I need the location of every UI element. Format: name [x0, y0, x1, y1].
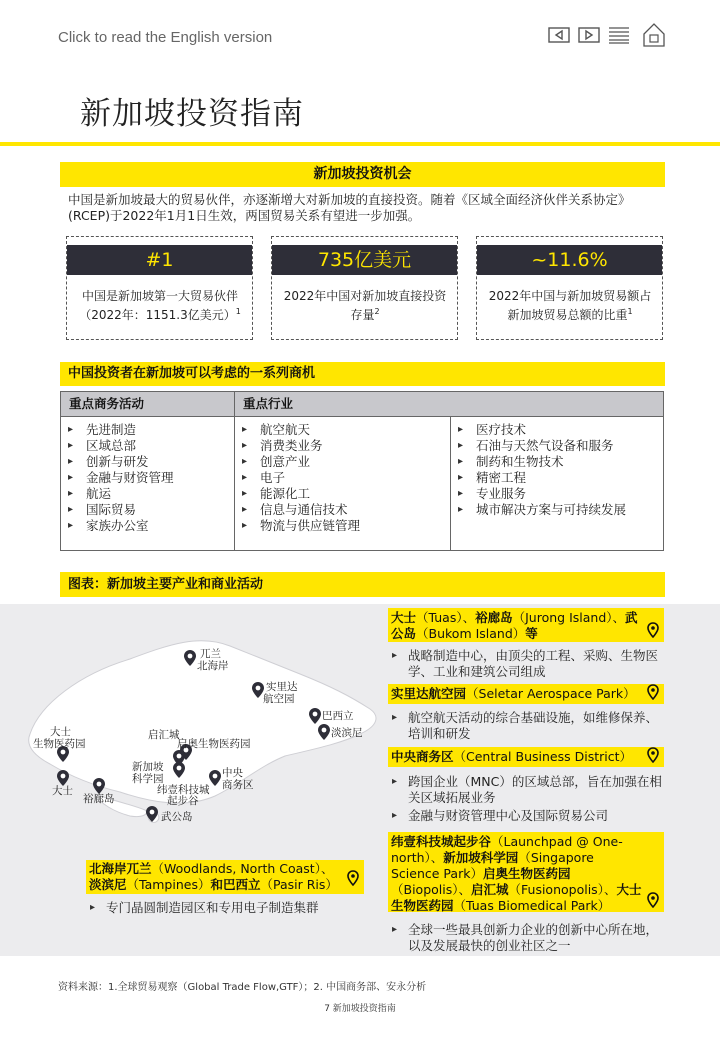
opportunities-table [60, 391, 664, 551]
industries-list-b [451, 416, 663, 550]
intro-text: 中国是新加坡最大的贸易伙伴，亦逐渐增大对新加坡的直接投资。随着《区域全面经济伙伴关系协定》(RCEP)于2022年1月1日生效，两国贸易关系有望进一步加强。 [68, 192, 631, 223]
map-label-launchpad: 纬壹科技城 [157, 784, 210, 796]
map-label-science-park-2: 科学园 [132, 773, 164, 785]
map-label-cbd: 中央 [222, 767, 243, 779]
stat-value: #1 [67, 245, 252, 275]
menu-icon[interactable] [608, 26, 630, 44]
map-label-woodlands: 兀兰 [200, 648, 221, 660]
page-title: 新加坡投资指南 [80, 96, 304, 132]
location-pin-icon [647, 747, 659, 763]
map-heading: 图表：新加坡主要产业和商业活动 [60, 572, 665, 597]
area-callout-north: 北海岸兀兰（Woodlands, North Coast）、淡滨尼（Tampines）和巴西立（Pasir Ris） [86, 860, 364, 894]
map-label-tampines: 淡滨尼 [331, 727, 363, 739]
stat-desc: 中国是新加坡第一大贸易伙伴（2022年：1151.3亿美元）$^1$ [79, 289, 241, 322]
list-item: ▸ 城市解决方案与可持续发展 [451, 502, 663, 518]
stat-value: 735亿美元 [272, 245, 457, 275]
map-label-bukom: 武公岛 [161, 811, 193, 823]
area-bullet: ▸ 跨国企业（MNC）的区域总部，旨在加强在相关区域拓展业务 [388, 774, 664, 806]
english-version-link[interactable]: Click to read the English version [58, 29, 273, 46]
map-label-fusionopolis: 启汇城 [148, 729, 180, 741]
map-label-jurong: 裕廊岛 [83, 793, 115, 805]
stat-value: ~11.6% [477, 245, 662, 275]
stat-card-share [476, 236, 663, 340]
list-item: ▸ 创意产业 [235, 454, 450, 470]
list-item: ▸ 消费类业务 [235, 438, 450, 454]
location-pin-icon [173, 762, 185, 778]
prev-page-icon[interactable] [548, 26, 570, 44]
map-label-tuas-bio: 大士 [50, 726, 71, 738]
area-callout-tuas: 大士（Tuas）、裕廊岛（Jurong Island）、武公岛（Bukom Island）等 [388, 608, 664, 642]
opportunity-heading: 新加坡投资机会 [60, 162, 665, 187]
location-pin-icon [647, 892, 659, 908]
location-pin-icon [347, 870, 359, 886]
list-item: ▸ 物流与供应链管理 [235, 518, 450, 534]
list-item: ▸ 创新与研发 [61, 454, 234, 470]
location-pin-icon [146, 806, 158, 822]
list-item: ▸ 医疗技术 [451, 422, 663, 438]
list-item: ▸ 能源化工 [235, 486, 450, 502]
map-label-tuas: 大士 [52, 785, 73, 797]
stat-card-investment [271, 236, 458, 340]
list-item: ▸ 信息与通信技术 [235, 502, 450, 518]
map-label-launchpad-2: 起步谷 [167, 795, 199, 807]
list-item: ▸ 精密工程 [451, 470, 663, 486]
list-item: ▸ 先进制造 [61, 422, 234, 438]
activities-list [61, 416, 235, 550]
map-label-biomedical-park: 生物医药园 [33, 738, 86, 750]
col-header-industries: 重点行业 [235, 392, 663, 416]
area-callout-cbd: 中央商务区（Central Business District） [388, 747, 664, 767]
area-bullet: ▸ 航空航天活动的综合基础设施，如维修保养、培训和研发 [388, 710, 664, 742]
list-item: ▸ 制药和生物技术 [451, 454, 663, 470]
stat-desc: 2022年中国对新加坡直接投资存量$^2$ [283, 289, 447, 322]
home-icon[interactable] [642, 22, 666, 48]
area-bullet: ▸ 专门晶圆制造园区和专用电子制造集群 [86, 900, 366, 916]
map-label-seletar: 实里达 [266, 681, 298, 693]
page-nav [548, 22, 666, 48]
location-pin-icon [57, 770, 69, 786]
location-pin-icon [647, 622, 659, 638]
next-page-icon[interactable] [578, 26, 600, 44]
area-callout-seletar: 实里达航空园（Seletar Aerospace Park） [388, 684, 664, 704]
list-item: ▸ 金融与财资管理 [61, 470, 234, 486]
location-pin-icon [209, 770, 221, 786]
area-callout-innovation: 纬壹科技城起步谷（Launchpad @ One-north）、新加坡科学园（Singapore Science Park）启奥生物医药园（Biopolis）、启汇城（Fusionopolis）、大士生物医药园（Tuas Biomedical Park） [388, 832, 664, 912]
list-item: ▸ 电子 [235, 470, 450, 486]
area-bullet: ▸ 战略制造中心，由顶尖的工程、采购、生物医学、工业和建筑公司组成 [388, 648, 664, 680]
stat-desc: 2022年中国与新加坡贸易额占新加坡贸易总额的比重$^1$ [488, 289, 652, 322]
list-item: ▸ 家族办公室 [61, 518, 234, 534]
list-item: ▸ 国际贸易 [61, 502, 234, 518]
source-note: 资料来源：1.全球贸易观察（Global Trade Flow,GTF）；2. 中国商务部、安永分析 [58, 982, 427, 993]
page-footer: 7 新加坡投资指南 [324, 1004, 396, 1014]
map-label-pasir-ris: 巴西立 [322, 710, 354, 722]
location-pin-icon [318, 724, 330, 740]
map-label-aero-park: 航空园 [263, 693, 295, 705]
map-label-biopolis: 启奥生物医药园 [177, 738, 251, 750]
map-label-cbd-2: 商务区 [222, 779, 254, 791]
location-pin-icon [184, 650, 196, 666]
industries-list-a [235, 416, 451, 550]
title-divider [0, 142, 720, 146]
location-pin-icon [93, 778, 105, 794]
list-item: ▸ 区域总部 [61, 438, 234, 454]
location-pin-icon [647, 684, 659, 700]
map-label-north-coast: 北海岸 [197, 660, 229, 672]
area-bullet: ▸ 全球一些最具创新力企业的创新中心所在地，以及发展最快的创业社区之一 [388, 922, 664, 954]
opportunities-heading: 中国投资者在新加坡可以考虑的一系列商机 [60, 362, 665, 386]
col-header-activities: 重点商务活动 [61, 392, 235, 416]
map-label-science-park: 新加坡 [132, 761, 164, 773]
list-item: ▸ 石油与天然气设备和服务 [451, 438, 663, 454]
location-pin-icon [309, 708, 321, 724]
list-item: ▸ 航运 [61, 486, 234, 502]
area-bullet: ▸ 金融与财资管理中心及国际贸易公司 [388, 808, 664, 824]
list-item: ▸ 航空航天 [235, 422, 450, 438]
list-item: ▸ 专业服务 [451, 486, 663, 502]
stat-card-rank [66, 236, 253, 340]
